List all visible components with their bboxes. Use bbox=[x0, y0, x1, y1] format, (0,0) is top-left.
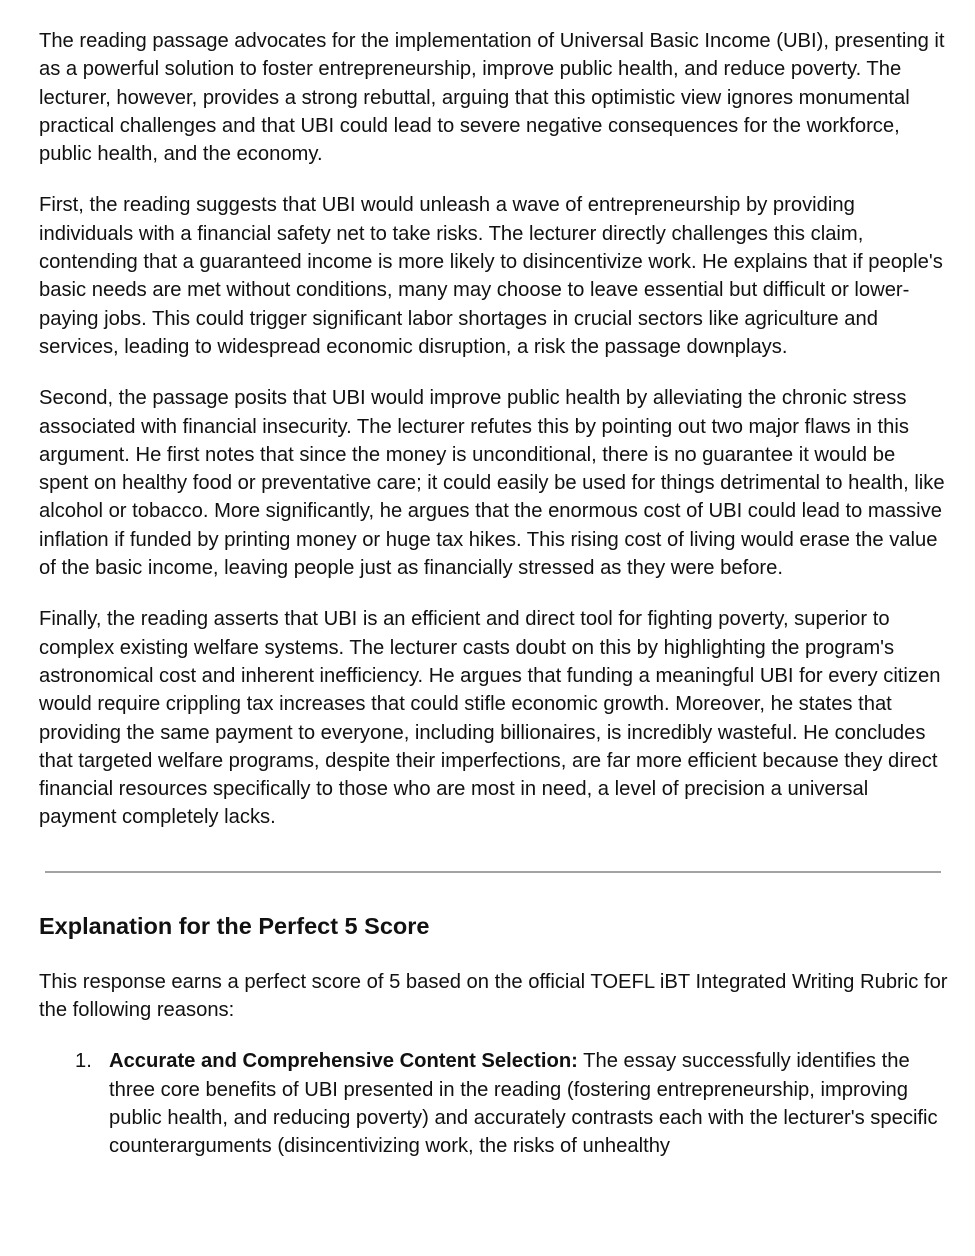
essay-paragraph-final-point: Finally, the reading asserts that UBI is an efficient and direct tool for fighting poverty, superior to complex existing welfare systems. The lecturer casts doubt on this by highlighting the program's astronomical cost and inherent inefficiency. He argues that funding a meaningful UBI for every citizen would require crippling tax increases that could stifle economic growth. Moreover, he states that providing the same payment to everyone, including billionaires, is incredibly wasteful. He concludes that targeted welfare programs, despite their imperfections, are far more efficient because they direct financial resources specifically to those who are most in need, a level of precision a universal payment completely lacks. bbox=[39, 608, 941, 829]
section-divider bbox=[45, 871, 941, 873]
essay-paragraph-intro: The reading passage advocates for the implementation of Universal Basic Income (UBI), presenting it as a powerful solution to foster entrepreneurship, improve public health, and reduce poverty. The lecturer, however, provides a strong rebuttal, arguing that this optimistic view ignores monumental practical challenges and that UBI could lead to severe negative consequences for the workforce, public health, and the economy. bbox=[39, 30, 945, 166]
explanation-intro: This response earns a perfect score of 5 based on the official TOEFL iBT Integrated Writing Rubric for the following reasons: bbox=[39, 970, 948, 1022]
essay-paragraph-second-point: Second, the passage posits that UBI would improve public health by alleviating the chronic stress associated with financial insecurity. The lecturer refutes this by pointing out two major flaws in this argument. He first notes that since the money is unconditional, there is no guarantee it would be spent on healthy food or preventative care; it could easily be used for things detrimental to health, like alcohol or tobacco. More significantly, he argues that the enormous cost of UBI could lead to massive inflation if funded by printing money or huge tax hikes. This rising cost of living would erase the value of the basic income, leaving people just as financially stressed as they were before. bbox=[39, 387, 945, 580]
document-body bbox=[39, 27, 949, 1161]
reasons-list bbox=[39, 1047, 949, 1160]
explanation-heading: Explanation for the Perfect 5 Score bbox=[39, 912, 430, 939]
list-item bbox=[39, 1047, 949, 1160]
list-item-text: The essay successfully identifies the three core benefits of UBI presented in the reading (fostering entrepreneurship, improving public health, and reducing poverty) and accurately contrasts each with the lecturer's specific counterarguments (disincentivizing work, the risks of unhealthy bbox=[109, 1050, 938, 1158]
essay-paragraph-first-point: First, the reading suggests that UBI would unleash a wave of entrepreneurship by providing individuals with a financial safety net to take risks. The lecturer directly challenges this claim, contending that a guaranteed income is more likely to disincentivize work. He explains that if people's basic needs are met without conditions, many may choose to leave essential but difficult or lower-paying jobs. This could trigger significant labor shortages in crucial sectors like agriculture and services, leading to widespread economic disruption, a risk the passage downplays. bbox=[39, 194, 943, 358]
list-item-lead: Accurate and Comprehensive Content Selection: bbox=[109, 1050, 578, 1073]
list-item-number: 1. bbox=[75, 1050, 92, 1073]
